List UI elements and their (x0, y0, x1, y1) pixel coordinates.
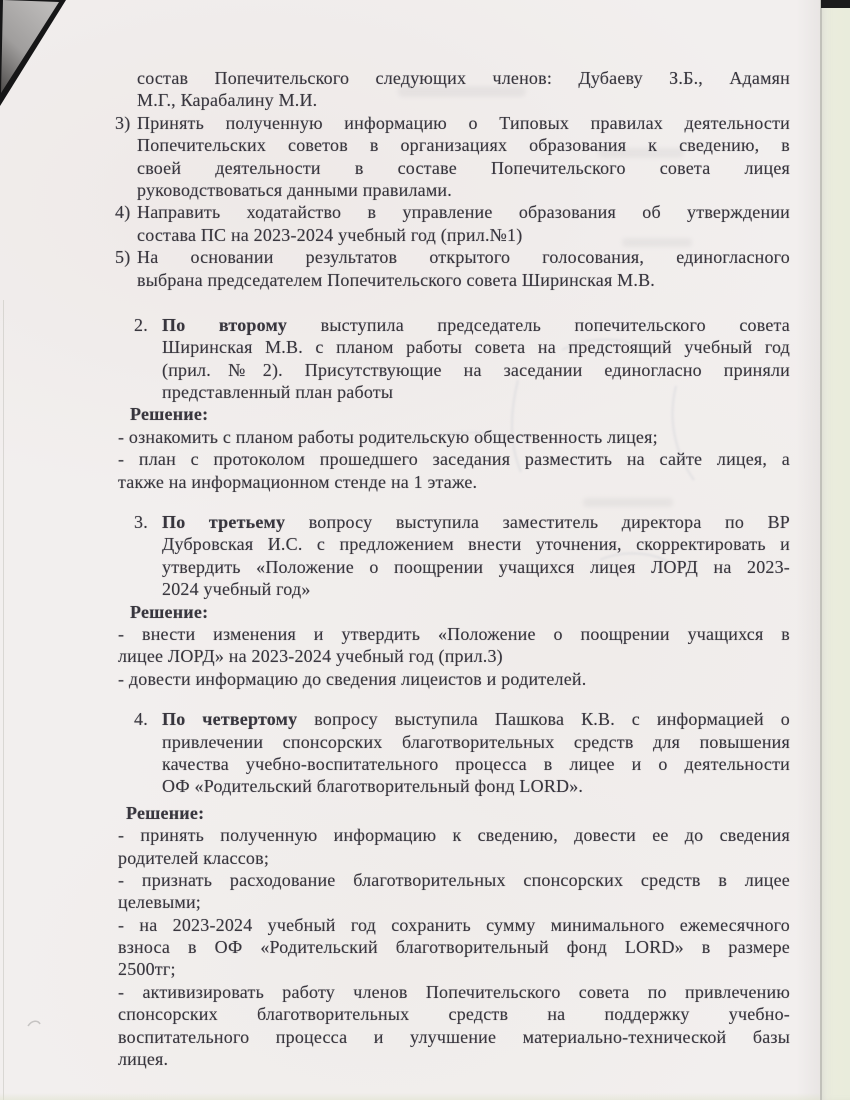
list-marker: 5) (115, 247, 131, 268)
text-line: Решение: (126, 802, 205, 823)
text-line: М.Г., Карабалину М.И. (137, 90, 318, 111)
text-line: взноса в ОФ «Родительский благотворительный фонд LORD» в размере (118, 937, 790, 958)
list-item (134, 708, 790, 798)
list-marker: 3. (134, 512, 148, 533)
text-line: Ширинская М.В. с планом работы совета на предстоящий учебный год (162, 337, 790, 358)
list-marker: 2. (134, 314, 148, 335)
text-line: лицее ЛОРД» на 2023-2024 учебный год (прил.3) (118, 646, 503, 667)
scanner-corner-mark (821, 0, 850, 8)
text-line: - план с протоколом прошедшего заседания разместить на сайте лицея, а (118, 449, 790, 470)
text-line: - ознакомить с планом работы родительскую общественность лицея; (118, 426, 658, 447)
text-line: руководствоваться данными правилами. (137, 179, 452, 200)
text-line: - довести информацию до сведения лицеистов и родителей. (118, 668, 587, 689)
paragraph (118, 623, 790, 690)
list-item (115, 112, 790, 202)
text-line: 2024 учебный год» (162, 579, 311, 600)
text-line: - признать расходование благотворительных спонсорских средств в лицее (118, 869, 790, 890)
text-line: привлечении спонсорских благотворительных средств для повышения (162, 731, 790, 752)
text-line: По второму выступила председатель попечительского совета (162, 314, 790, 335)
text-line: лицея. (118, 1049, 169, 1070)
text-line: родителей классов; (118, 847, 270, 868)
decision-heading (130, 403, 790, 425)
text-line: Решение: (130, 404, 209, 425)
text-line: целевыми; (118, 892, 202, 913)
text-line: Дубровская И.С. с предложением внести уточнения, скорректировать и (162, 534, 790, 555)
text-line: - принять полученную информацию к сведению, довести ее до сведения (118, 825, 790, 846)
list-item (115, 201, 790, 246)
text-line: Принять полученную информацию о Типовых правилах деятельности (137, 112, 790, 133)
text-line: Направить ходатайство в управление образования об утверждении (137, 202, 790, 223)
decision-heading (130, 601, 790, 623)
paragraph (118, 426, 790, 493)
scanner-bottom-edge (0, 1093, 850, 1100)
list-item (115, 246, 790, 291)
paper-left-edge (3, 300, 4, 1100)
text-line: ОФ «Родительский благотворительный фонд LORD». (162, 776, 584, 797)
decision-heading (126, 802, 790, 824)
text-line: выбрана председателем Попечительского совета Ширинская М.В. (137, 269, 655, 290)
list-item (134, 314, 790, 404)
text-line: воспитательного процесса и улучшение материально-технической базы (118, 1026, 790, 1047)
text-line: Попечительских советов в организациях образования к сведению, в (137, 135, 790, 156)
paragraph (137, 67, 790, 112)
text-line: спонсорских благотворительных средств на поддержку учебно- (118, 1004, 790, 1025)
text-line: По третьему вопросу выступила заместитель директора по ВР (162, 512, 790, 533)
paper-edge-shadow (796, 0, 822, 1100)
list-item (134, 511, 790, 601)
text-line: - внести изменения и утвердить «Положение о поощрении учащихся в (118, 623, 790, 644)
scanner-edge-strip (820, 0, 850, 1100)
list-marker: 4) (115, 202, 131, 223)
text-line: 2500тг; (118, 959, 176, 980)
text-line: Решение: (130, 601, 209, 622)
folded-corner-icon (0, 0, 72, 112)
text-line: - активизировать работу членов Попечительского совета по привлечению (118, 981, 790, 1002)
text-line: состава ПС на 2023-2024 учебный год (прил.№1) (137, 224, 523, 245)
text-line: (прил.№2). Присутствующие на заседании единогласно приняли (162, 359, 790, 380)
text-line: своей деятельности в составе Попечительского совета лицея (137, 157, 790, 178)
text-line: представленный план работы (162, 382, 394, 403)
text-line: По четвертому вопросу выступила Пашкова К.В. с информацией о (162, 709, 790, 730)
text-line: состав Попечительского следующих членов: Дубаеву З.Б., Адамян (137, 68, 790, 88)
text-line: утвердить «Положение о поощрении учащихся лицея ЛОРД на 2023- (162, 556, 790, 577)
text-line: - на 2023-2024 учебный год сохранить сумму минимального ежемесячного (118, 914, 790, 935)
list-marker: 3) (115, 112, 131, 133)
text-line: На основании результатов открытого голосования, единогласного (137, 247, 790, 268)
document-text (0, 67, 850, 1070)
text-line: качества учебно-воспитательного процесса в лицее и о деятельности (162, 753, 790, 774)
list-marker: 4. (134, 709, 148, 730)
text-line: также на информационном стенде на 1 этаже. (118, 471, 478, 492)
paragraph (118, 824, 790, 1070)
